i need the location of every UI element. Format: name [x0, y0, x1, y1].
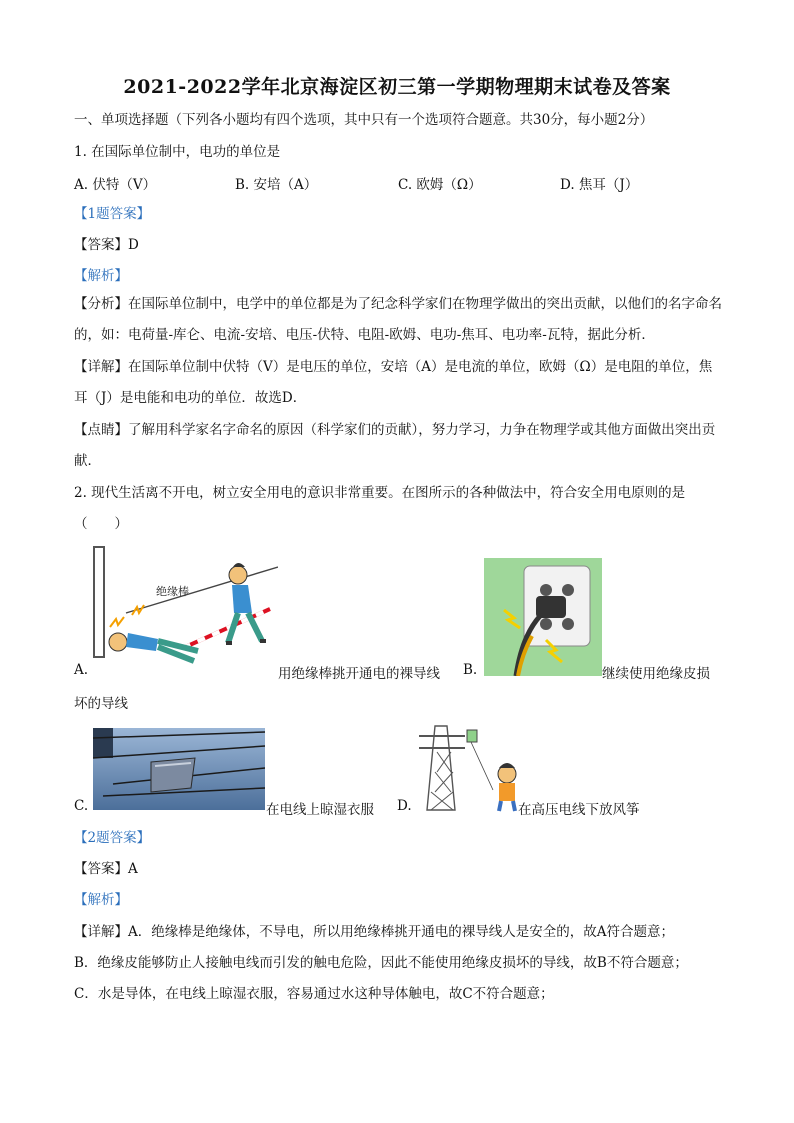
q1-xiangjie: 【详解】在国际单位制中伏特（V）是电压的单位，安培（A）是电流的单位，欧姆（Ω）是电阻的单位，焦耳（J）是电能和电功的单位．故选D．	[74, 359, 713, 406]
q2-detail-a: 【详解】A．绝缘棒是绝缘体，不导电，所以用绝缘棒挑开通电的裸导线人是安全的，故A符合题意；	[74, 924, 674, 940]
q2-option-a-text: 用绝缘棒挑开通电的裸导线	[278, 666, 440, 682]
q1-stem: 1. 在国际单位制中，电功的单位是	[74, 144, 281, 160]
figure-d-kite-near-power-line	[415, 722, 519, 812]
q1-option-d: D. 焦耳（J）	[560, 177, 639, 193]
q2-option-c-letter: C.	[74, 798, 89, 814]
figure-b-damaged-wire	[484, 558, 602, 676]
q1-answer-heading: 【1题答案】	[74, 206, 151, 222]
q2-option-d-text: 在高压电线下放风筝	[518, 802, 640, 818]
q1-dianjing: 【点睛】了解用科学家名字命名的原因（科学家们的贡献），努力学习，力争在物理学或其他方面做出突出贡献．	[74, 422, 716, 469]
figure-a-insulating-rod	[88, 545, 278, 675]
q2-option-b-letter: B.	[463, 662, 478, 678]
q2-stem: 2. 现代生活离不开电，树立安全用电的意识非常重要。在图所示的各种做法中，符合安全用电原则的是（ ）	[74, 485, 686, 532]
figure-c-wet-clothes	[93, 728, 265, 810]
q1-option-b: B. 安培（A）	[235, 177, 318, 193]
q2-option-d-letter: D.	[397, 798, 412, 814]
q1-answer: 【答案】D	[74, 237, 139, 253]
q2-option-c-text: 在电线上晾湿衣服	[266, 802, 374, 818]
q1-option-a: A. 伏特（V）	[74, 177, 157, 193]
q2-option-b-text-1: 继续使用绝缘皮损	[602, 666, 710, 682]
q2-option-a-letter: A.	[74, 662, 89, 678]
q2-detail-b: B．绝缘皮能够防止人接触电线而引发的触电危险，因此不能使用绝缘皮损坏的导线，故B不符合题意；	[74, 955, 688, 971]
figure-a-label: 绝缘棒	[156, 585, 189, 598]
q2-detail-c: C．水是导体，在电线上晾湿衣服，容易通过水这种导体触电，故C不符合题意；	[74, 986, 554, 1002]
q2-answer: 【答案】A	[74, 861, 138, 877]
q1-option-c: C. 欧姆（Ω）	[398, 177, 482, 193]
section-heading: 一、单项选择题（下列各小题均有四个选项，其中只有一个选项符合题意。共30分，每小题2分）	[74, 112, 654, 128]
q1-fenxi: 【分析】在国际单位制中，电学中的单位都是为了纪念科学家们在物理学做出的突出贡献，以他们的名字命名的，如：电荷量-库仑、电流-安培、电压-伏特、电阻-欧姆、电功-焦耳、电功率-瓦特，据此分析．	[74, 296, 722, 343]
q2-option-b-text-2: 坏的导线	[74, 696, 128, 712]
q2-analysis-heading: 【解析】	[74, 892, 128, 908]
page-title: 2021-2022学年北京海淀区初三第一学期物理期末试卷及答案	[123, 76, 671, 98]
q2-answer-heading: 【2题答案】	[74, 830, 151, 846]
q1-analysis-heading: 【解析】	[74, 268, 128, 284]
